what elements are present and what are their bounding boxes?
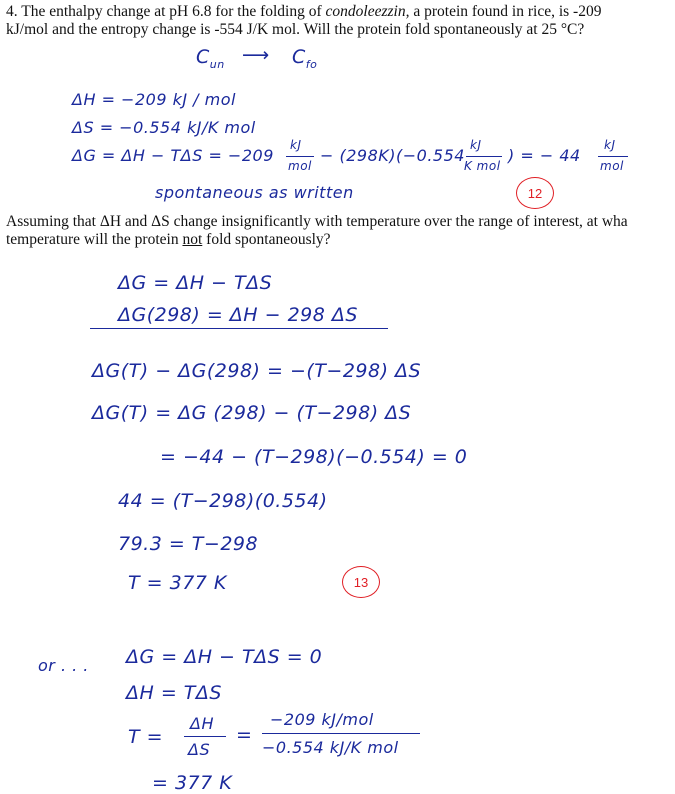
delta-h-value: ΔH = −209 kJ / mol (72, 90, 236, 109)
part3-frac-num: ΔH (190, 714, 214, 733)
delta-g-unit-bar (286, 156, 314, 157)
question-line-2: kJ/mol and the entropy change is -554 J/K mol. Will the protein fold spontaneously at 25 °C? (6, 21, 585, 38)
part2-eq1: ΔG = ΔH − TΔS (118, 272, 273, 294)
part3-denominator: −0.554 kJ/K mol (262, 738, 399, 757)
part2-eq4: ΔG(T) = ΔG (298) − (T−298) ΔS (92, 402, 412, 424)
part3-eq2: ΔH = TΔS (126, 682, 222, 704)
subtraction-rule (90, 328, 388, 329)
delta-g-mid-den: K mol (464, 159, 501, 173)
delta-g-unit-den: mol (288, 159, 312, 173)
question-text-a: 4. The enthalpy change at pH 6.8 for the folding of (6, 3, 326, 20)
reaction-left-sub: un (209, 57, 225, 71)
delta-g-mid-num: kJ (470, 138, 482, 152)
follow-up-text-a: temperature will the protein (6, 231, 183, 248)
question-line-1 (6, 3, 601, 21)
part2-eq6: 44 = (T−298)(0.554) (118, 490, 328, 512)
part2-eq7: 79.3 = T−298 (118, 533, 259, 555)
part3-frac-den: ΔS (188, 740, 211, 759)
delta-g-close: ) = − 44 (508, 146, 581, 165)
reaction-arrow: ⟶ (242, 44, 270, 66)
spontaneity-conclusion: spontaneous as written (155, 183, 354, 202)
delta-g-result-num: kJ (604, 138, 616, 152)
follow-up-text-b: fold spontaneously? (202, 231, 331, 248)
score-badge-12: 12 (516, 177, 554, 209)
question-text-b: a protein found in rice, is -209 (409, 3, 602, 20)
follow-up-line-1: Assuming that ΔH and ΔS change insignificantly with temperature over the range of interest, at wha (6, 213, 628, 230)
delta-g-unit-num: kJ (290, 138, 302, 152)
part3-eq1: ΔG = ΔH − TΔS = 0 (126, 646, 323, 668)
reaction-right-sub: fo (305, 57, 318, 71)
reaction-left (196, 46, 225, 71)
reaction-left-symbol: C (196, 46, 210, 68)
delta-g-middle: − (298K)(−0.554 (320, 146, 465, 165)
delta-g-mid-bar (466, 156, 502, 157)
part3-equals: = (236, 724, 253, 746)
follow-up-line-2 (6, 231, 331, 249)
part2-eq5: = −44 − (T−298)(−0.554) = 0 (160, 446, 468, 468)
delta-g-result-bar (598, 156, 628, 157)
part3-main-bar (262, 733, 420, 734)
follow-up-not: not (182, 231, 203, 248)
alternative-label: or . . . (38, 656, 89, 675)
part3-result: = 377 K (152, 772, 233, 794)
part2-result: T = 377 K (128, 572, 227, 594)
reaction-right (292, 46, 317, 71)
score-badge-13: 13 (342, 566, 380, 598)
delta-g-lhs: ΔG = ΔH − TΔS = −209 (72, 146, 274, 165)
part3-frac-bar (184, 736, 226, 737)
part3-t-lhs: T = (128, 726, 164, 748)
reaction-right-symbol: C (292, 46, 306, 68)
delta-g-result-den: mol (600, 159, 624, 173)
delta-s-value: ΔS = −0.554 kJ/K mol (72, 118, 256, 137)
protein-name: condoleezzin, (325, 3, 410, 20)
part2-eq2: ΔG(298) = ΔH − 298 ΔS (118, 304, 358, 326)
part3-numerator: −209 kJ/mol (270, 710, 374, 729)
part2-eq3: ΔG(T) − ΔG(298) = −(T−298) ΔS (92, 360, 422, 382)
